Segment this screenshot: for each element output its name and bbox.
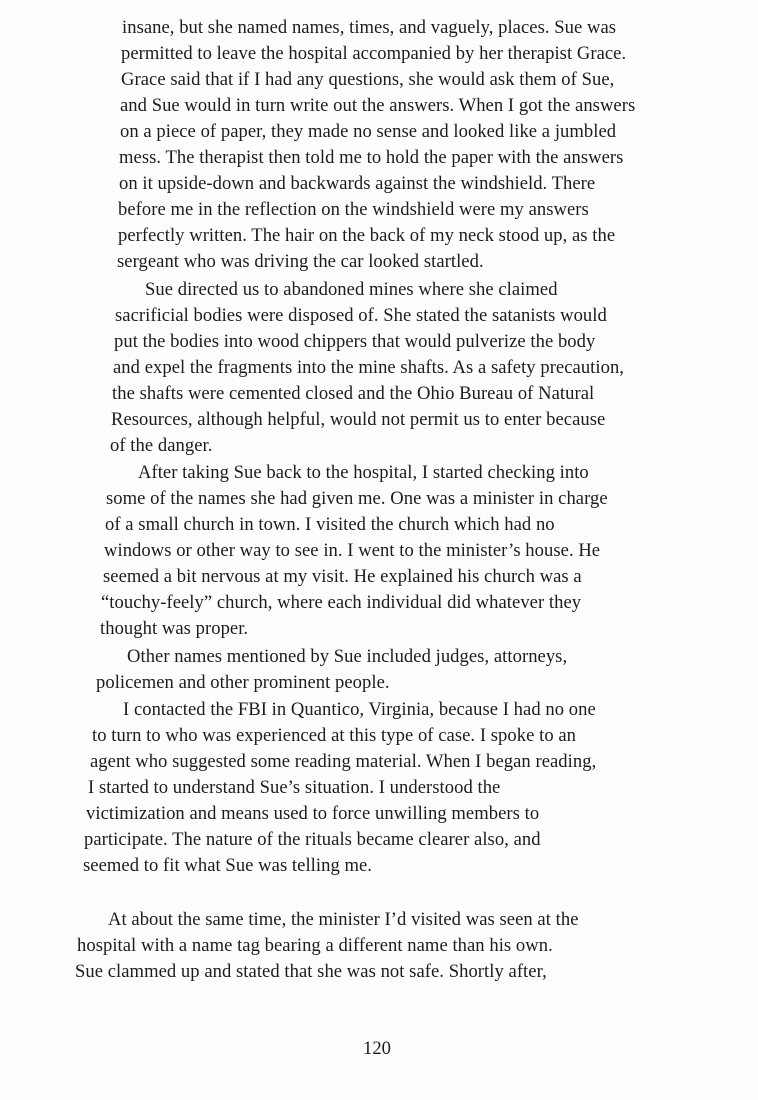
paragraph-first-line: Sue directed us to abandoned mines where she claimed xyxy=(145,279,558,300)
paragraph-first-line: Other names mentioned by Sue included judges, attorneys, xyxy=(127,646,568,667)
text-line: victimization and means used to force unwilling members to xyxy=(86,803,540,824)
text-line: Grace said that if I had any questions, she would ask them of Sue, xyxy=(121,69,615,90)
text-line: mess. The therapist then told me to hold the paper with the answers xyxy=(119,147,624,168)
text-line: on it upside-down and backwards against the windshield. There xyxy=(119,173,596,194)
text-line: on a piece of paper, they made no sense and looked like a jumbled xyxy=(120,121,617,142)
text-line: and expel the fragments into the mine shafts. As a safety precaution, xyxy=(113,357,625,378)
text-line: seemed a bit nervous at my visit. He explained his church was a xyxy=(103,566,582,587)
text-line: sacrificial bodies were disposed of. She stated the satanists would xyxy=(115,305,607,326)
paragraph-first-line: I contacted the FBI in Quantico, Virginia, because I had no one xyxy=(123,699,596,720)
text-line: Resources, although helpful, would not permit us to enter because xyxy=(111,409,606,430)
text-line: permitted to leave the hospital accompanied by her therapist Grace. xyxy=(121,43,627,64)
text-line: sergeant who was driving the car looked startled. xyxy=(117,251,484,272)
page-number-text: 120 xyxy=(363,1038,391,1059)
text-line: perfectly written. The hair on the back of my neck stood up, as the xyxy=(118,225,616,246)
text-line: to turn to who was experienced at this type of case. I spoke to an xyxy=(92,725,577,746)
text-line: agent who suggested some reading material. When I began reading, xyxy=(90,751,597,772)
page-number xyxy=(0,1036,758,1062)
text-line: the shafts were cemented closed and the Ohio Bureau of Natural xyxy=(112,383,595,404)
text-line: hospital with a name tag bearing a different name than his own. xyxy=(77,935,553,956)
text-line: seemed to fit what Sue was telling me. xyxy=(83,855,373,876)
text-line: of the danger. xyxy=(110,435,213,456)
text-line: thought was proper. xyxy=(100,618,249,639)
text-line: windows or other way to see in. I went to the minister’s house. He xyxy=(104,540,601,561)
text-line: I started to understand Sue’s situation. I understood the xyxy=(88,777,501,798)
text-line: participate. The nature of the rituals became clearer also, and xyxy=(84,829,541,850)
paragraph-first-line: At about the same time, the minister I’d visited was seen at the xyxy=(108,909,579,930)
text-line: put the bodies into wood chippers that would pulverize the body xyxy=(114,331,596,352)
text-line: insane, but she named names, times, and vaguely, places. Sue was xyxy=(122,17,617,38)
text-line: policemen and other prominent people. xyxy=(96,672,390,693)
text-line: “touchy-feely” church, where each individual did whatever they xyxy=(101,592,582,613)
text-line: before me in the reflection on the windshield were my answers xyxy=(118,199,589,220)
paragraph-first-line: After taking Sue back to the hospital, I started checking into xyxy=(138,462,589,483)
text-line: Sue clammed up and stated that she was not safe. Shortly after, xyxy=(75,961,547,982)
text-line: and Sue would in turn write out the answers. When I got the answers xyxy=(120,95,636,116)
text-line: some of the names she had given me. One was a minister in charge xyxy=(106,488,608,509)
text-line: of a small church in town. I visited the church which had no xyxy=(105,514,555,535)
